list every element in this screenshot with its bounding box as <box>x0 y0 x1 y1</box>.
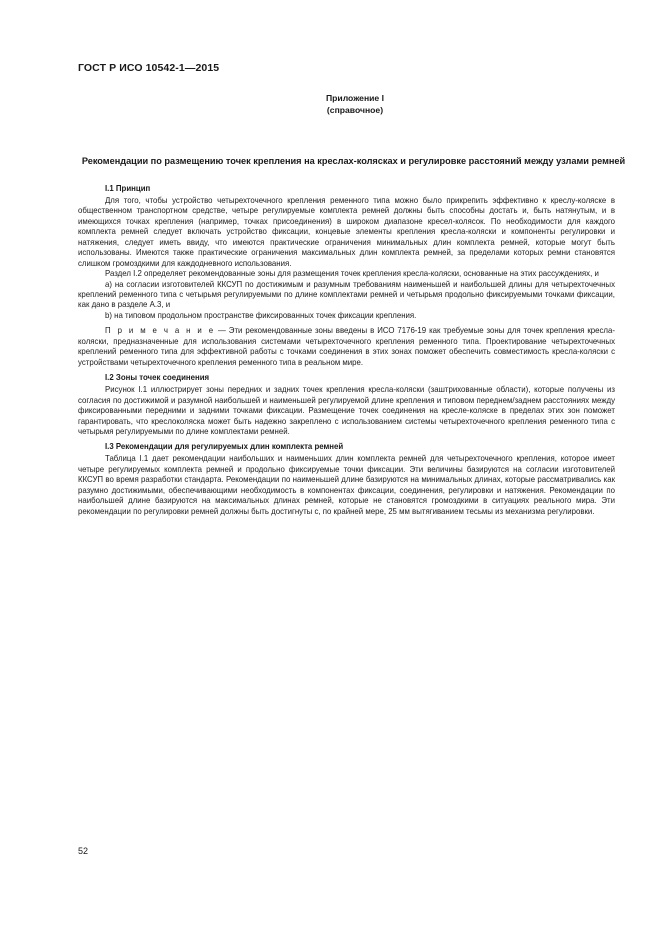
note-label: П р и м е ч а н и е <box>105 326 216 336</box>
list-item-a: a) на согласии изготовителей ККСУП по достижимым и разумным требованиям наименьшей и наибольшей длины для четырехточечных креплений ременного типа с четырьмя регулируемыми по длине комплектами ремней и четырьмя продольно фиксируемыми точками фиксации, как дано в разделе А.3, и <box>78 279 615 310</box>
section-heading-i1: I.1 Принцип <box>105 184 151 193</box>
note <box>78 326 615 368</box>
paragraph: Раздел I.2 определяет рекомендованные зоны для размещения точек крепления кресла-коляски, основанные на этих рассуждениях, и <box>105 269 599 279</box>
section-heading-i2: I.2 Зоны точек соединения <box>105 373 210 383</box>
annex-heading <box>270 92 440 116</box>
annex-label: Приложение I <box>326 93 384 103</box>
section-heading-i3: I.3 Рекомендации для регулируемых длин комплекта ремней <box>105 442 344 452</box>
annex-body <box>78 184 615 517</box>
paragraph: Для того, чтобы устройство четырехточечного крепления ременного типа можно было прикрепить эффективно к креслу-коляске в общественном транспортном средстве, четыре регулируемые комплекта ремней должны быть способны достать и, быть натянутым, и в имеющихся точках крепления (например, точках присоединения) в широком диапазоне кресел-колясок. По необходимости для каждого комплекта ремней следует включать устройство фиксации, концевые элементы крепления кресла-коляски и компоненты регулировки и натяжения, следует иметь ввиду, что имеются практические ограничения минимальных длин комплекта ремней, которые могут быть использованы. Имеются также практические ограничения максимальных длин комплекта ремней, за пределами которых ремни становятся слишком громоздкими для каждодневного использования. <box>78 195 615 268</box>
list-item-b: b) на типовом продольном пространстве фиксированных точек фиксации крепления. <box>105 310 417 320</box>
paragraph: Рисунок I.1 иллюстрирует зоны передних и задних точек крепления кресла-коляски (заштрихованные области), которые получены из согласия по достижимой и разумной наибольшей и наименьшей регулируемой длине крепления и типовом переднем/заднем расстояниях между фиксированными передними и задними точками фиксации. Размещение точек соединения на кресле-коляске в пределах этих зон поможет гарантировать, что креслоколяска может быть надежно закреплено с использованием системы четырехточечного крепления ременного типа с четырьмя регулируемыми по длине комплектами ремней. <box>78 385 615 436</box>
note-text: — Эти рекомендованные зоны введены в ИСО 7176-19 как требуемые зоны для точек крепления кресла-коляски, предназначенные для использования системами четырехточечного крепления ременного типа. Проектирование четырехточечных креплений ременного типа для эффективной работы с точками соединения в этих зонах поможет обеспечить совместимость кресла-коляски с устройствами четырехточечного крепления ременного типа в реальном мире. <box>78 326 615 367</box>
page-number: 52 <box>78 846 89 856</box>
paragraph: Таблица I.1 дает рекомендации наибольших и наименьших длин комплекта ремней для четырехточечного крепления, которое имеет четыре регулируемых комплекта ремней и продольно фиксируемые точки фиксации. Эти величины базируются на согласии изготовителей ККСУП во время разработки стандарта. Рекомендации по наименьшей длине базируются на минимальных длинах, которые рассматривались как разумно достижимыми, обеспечивающими необходимость в компонентах фиксации, соединения, регулировки и натяжения. Рекомендации по наибольшей длине базируются на максимальных длинах ремней, которые не становятся громоздкими в ситуациях реального мира. Эти рекомендации по регулировки ремней должны быть достигнуты с, по крайней мере, 25 мм вытягиванием тесьмы из механизма регулировки. <box>78 454 615 516</box>
annex-title: Рекомендации по размещению точек крепления на креслах-колясках и регулировке расстояний между узлами ремней <box>81 156 626 166</box>
standard-code: ГОСТ Р ИСО 10542-1—2015 <box>78 62 220 74</box>
annex-type: (справочное) <box>326 105 384 115</box>
